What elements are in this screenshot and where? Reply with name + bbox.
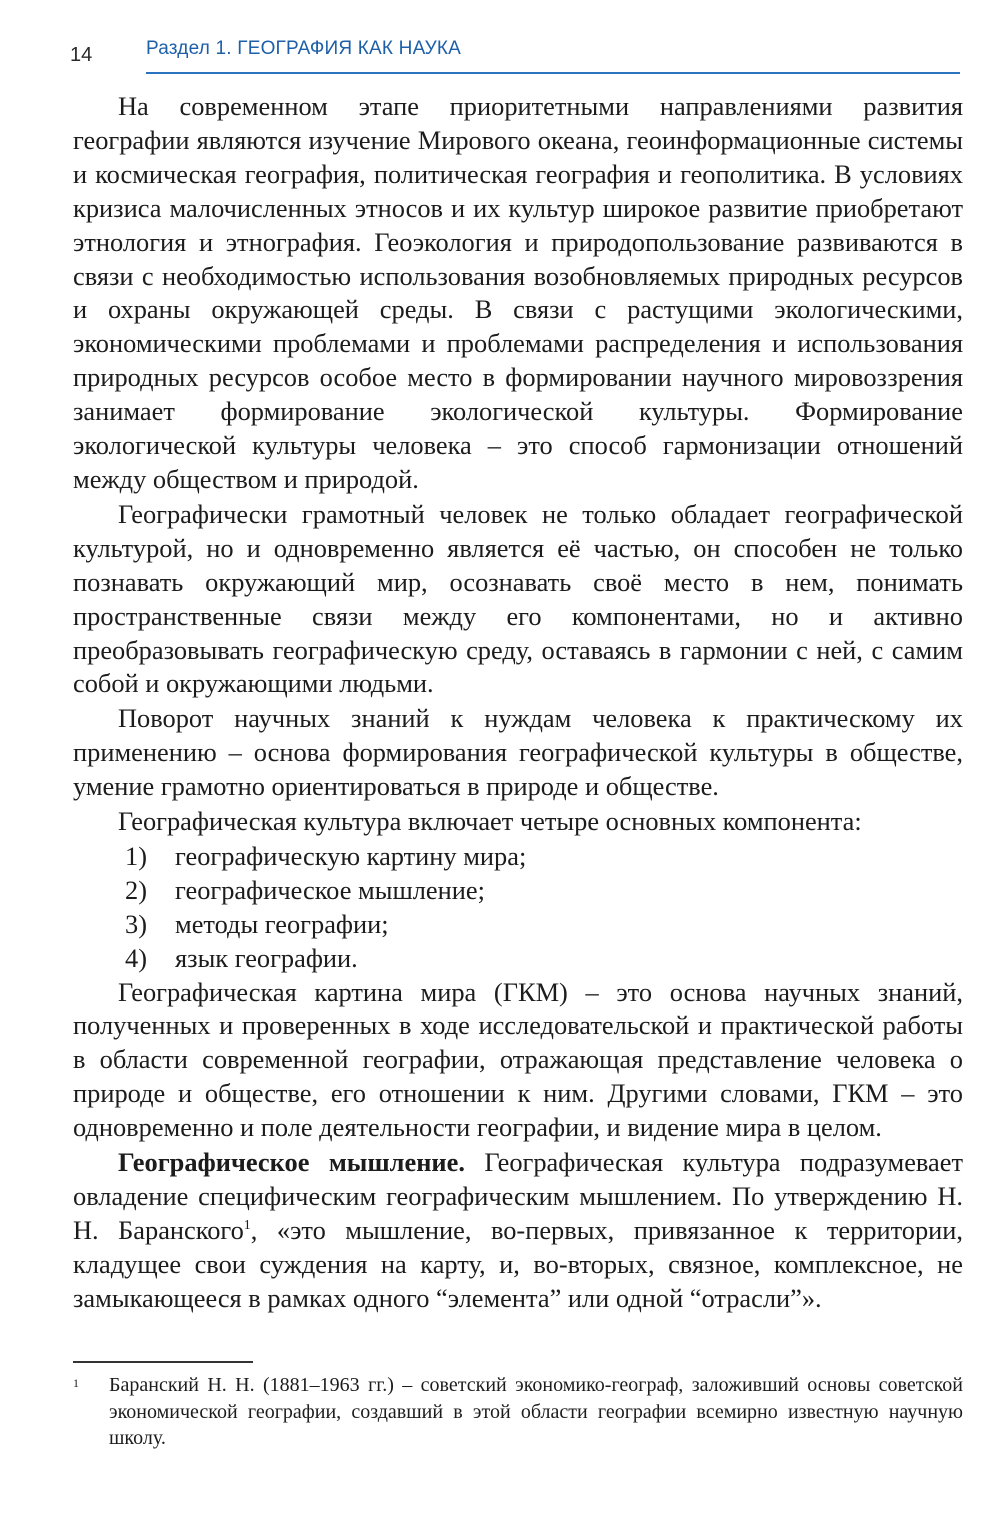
section-title: Раздел 1. ГЕОГРАФИЯ КАК НАУКА: [146, 38, 462, 59]
list-item-number: 4): [125, 942, 147, 973]
paragraph-gkm: Географическая картина мира (ГКМ) – это основа научных знаний, полученных и проверенных в ходе исследовательской и практической работы в области современной географии, отражающая представление человека о природе и обществе, его отношении к ним. Другими словами, ГКМ – это одновременно и поле деятельности географии, и видение мира в целом.: [73, 976, 963, 1143]
components-list: [73, 840, 963, 976]
list-item: [73, 874, 963, 908]
list-item-text: методы географии;: [175, 908, 389, 939]
thinking-heading: Географическое мышление.: [118, 1147, 465, 1178]
paragraph-turn-of-knowledge: Поворот научных знаний к нуждам человека к практическому их применению – основа формирования географической культуры в обществе, умение грамотно ориентироваться в природе и обществе.: [73, 703, 963, 802]
paragraph-literate-person: Географически грамотный человек не только обладает географической культурой, но и одновременно является её частью, он способен не только познавать окружающий мир, осознавать своё место в нем, понимать пространственные связи между его компонентами, но и активно преобразовывать географическую среду, оставаясь в гармонии с ней, с самим собой и окружающими людьми.: [73, 498, 963, 699]
list-item: [73, 840, 963, 874]
list-item-text: географическую картину мира;: [175, 840, 527, 871]
list-item-number: 2): [125, 874, 147, 905]
list-item-text: географическое мышление;: [175, 874, 485, 905]
footnote-mark: 1: [73, 1376, 79, 1390]
list-item-number: 3): [125, 908, 147, 939]
footnote-reference[interactable]: 1: [243, 1218, 251, 1234]
thinking-text-before: Географическая культура подразумевает овладение специфическим географическим мышлением. По утверждению Н. Н. Баранского: [73, 1147, 964, 1245]
page-number: 14: [70, 44, 93, 66]
paragraph-components-intro: Географическая культура включает четыре основных компонента:: [118, 806, 862, 837]
thinking-text-after: , «это мышление, во-первых, привязанное к территории, кладущее свои суждения на карту, и, во-вторых, связное, комплексное, не замыкающееся в рамках одного “элемента” или одной “отрасли”».: [73, 1214, 963, 1313]
list-item-text: язык географии.: [175, 942, 358, 973]
list-item-number: 1): [125, 840, 147, 871]
footnote-text: Баранский Н. Н. (1881–1963 гг.) – советский экономико-географ, заложивший основы советской экономической географии, создавший в этой области географии всемирно известную научную школу.: [109, 1374, 963, 1449]
footnote: [73, 1372, 963, 1452]
list-item: [73, 908, 963, 942]
list-item: [73, 942, 963, 976]
paragraph-priorities: На современном этапе приоритетными направлениями развития географии являются изучение Мирового океана, геоинформационные системы и космическая география, политическая география и геополитика. В условиях кризиса малочисленных этносов и их культур широкое развитие приобретают этнология и этнография. Геоэкология и природопользование развиваются в связи с необходимостью использования возобновляемых природных ресурсов и охраны окружающей среды. В связи с растущими экологическими, экономическими проблемами и проблемами распределения и использования природных ресурсов особое место в формировании научного мировоззрения занимает формирование экологической культуры. Формирование экологической культуры человека – это способ гармонизации отношений между обществом и природой.: [73, 91, 963, 494]
header-rule: [146, 72, 960, 74]
footnote-rule: [73, 1361, 253, 1363]
paragraph-geographic-thinking: [73, 1146, 963, 1316]
body-text: [73, 90, 963, 1317]
